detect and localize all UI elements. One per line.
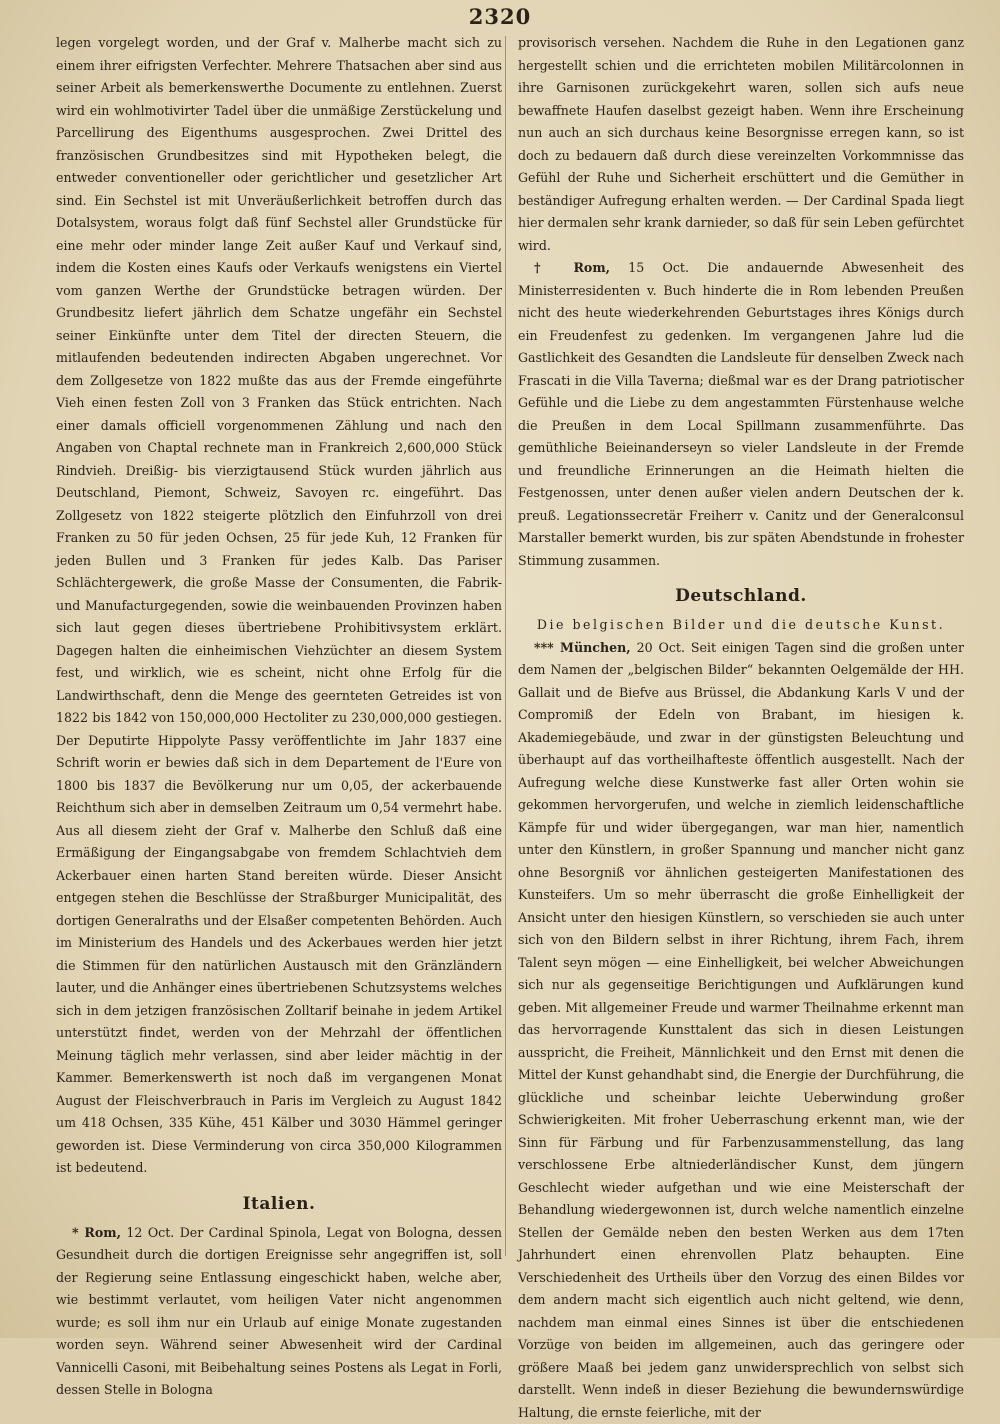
article-rom-12-oct (56, 1222, 502, 1402)
dateline-muenchen: *** München, (534, 640, 631, 655)
right-column (518, 32, 964, 1424)
article-rom-text: 12 Oct. Der Cardinal Spinola, Legat von Bologna, dessen Gesundheit durch die dortigen Ereignisse sehr angegriffen ist, soll der Regierung seine Entlassung eingeschickt haben, welche aber, wie bestimmt verlautet, vom heiligen Vater nicht angenommen wurde; es soll ihm nur ein Urlaub auf einige Monate zugestanden worden seyn. Während seiner Abwesenheit wird der Cardinal Vannicelli Casoni, mit Beibehaltung seines Postens als Legat in Forli, dessen Stelle in Bologna (56, 1225, 502, 1398)
section-heading-italien: Italien. (56, 1192, 502, 1216)
article-muenchen-text: 20 Oct. Seit einigen Tagen sind die großen unter dem Namen der „belgischen Bilder“ bekannten Oelgemälde der HH. Gallait und de Biefve aus Brüssel, die Abdankung Karls V und der Compromiß der Edeln von Brabant, im hiesigen k. Akademiegebäude, und zwar in der günstigsten Beleuchtung und überhaupt auf das vortheilhafteste öffentlich ausgestellt. Nach der Aufregung welche diese Kunstwerke fast aller Orten wohin sie gekommen hervorgerufen, und welche in ziemlich leidenschaftliche Kämpfe für und wider übergegangen, war man hier, namentlich unter den Künstlern, in großer Spannung und mancher nicht ganz ohne Besorgniß vor ähnlichen gesteigerten Manifestationen des Kunsteifers. Um so mehr überrascht die große Einhelligkeit der Ansicht unter den hiesigen Künstlern, so verschieden sie auch unter sich von den Bildern selbst in ihrer Richtung, ihrem Fach, ihrem Talent seyn mögen — eine Einhelligkeit, bei welcher Abweichungen sich nur als gegenseitige Berichtigungen und Aufklärungen kund geben. Mit allgemeiner Freude und warmer Theilnahme erkennt man das hervorragende Kunsttalent das sich in diesen Leistungen ausspricht, die Freiheit, Männlichkeit und den Ernst mit denen die Mittel der Kunst gehandhabt sind, die Energie der Durchführung, die glückliche und scheinbar leichte Ueberwindung großer Schwierigkeiten. Mit froher Ueberraschung erkennt man, wie der Sinn für Färbung und für Farbenzusammenstellung, das lang verschlossene Erbe altniederländischer Kunst, dem jüngern Geschlecht wieder aufgethan und wie eine Meisterschaft der Behandlung wiedergewonnen ist, durch welche namentlich einzelne Stellen der Gemälde neben den besten Werken aus dem 17ten Jahrhundert einen ehrenvollen Platz behaupten. Eine Verschiedenheit des Urtheils über den Vorzug des einen Bildes vor dem andern macht sich eigentlich auch nicht geltend, wie denn, nachdem man einmal eines Sinnes ist über die entschiedenen Vorzüge von beiden im allgemeinen, auch das geringere oder größere Maaß bei jedem ganz unwidersprechlich von selbst sich darstellt. Wenn indeß in dieser Beziehung die bewundernswürdige Haltung, die ernste feierliche, mit der (518, 640, 964, 1420)
article-rom-continued: provisorisch versehen. Nachdem die Ruhe in den Legationen ganz hergestellt schien und die errichteten mobilen Militärcolonnen in ihre Garnisonen zurückgekehrt waren, sollen sich aufs neue bewaffnete Haufen daselbst gezeigt haben. Wenn ihre Erscheinung nun auch an sich durchaus keine Besorgnisse erregen kann, so ist doch zu bedauern daß durch diese vereinzelten Vorkommnisse das Gefühl der Ruhe und Sicherheit erschüttert und die Gemüther in beständiger Aufregung erhalten werden. — Der Cardinal Spada liegt hier dermalen sehr krank darnieder, so daß für sein Leben gefürchtet wird. (518, 32, 964, 257)
section-heading-deutschland: Deutschland. (518, 584, 964, 608)
article-france-continued: legen vorgelegt worden, und der Graf v. Malherbe macht sich zu einem ihrer eifrigsten Verfechter. Mehrere Thatsachen aber sind aus seiner Arbeit als bemerkenswerthe Documente zu entlehnen. Zuerst wird ein wohlmotivirter Tadel über die unmäßige Zerstückelung und Parcellirung des Eigenthums ausgesprochen. Zwei Drittel des französischen Grundbesitzes sind mit Hypotheken belegt, die entweder conventioneller oder gerichtlicher und gesetzlicher Art sind. Ein Sechstel ist mit Unveräußerlichkeit betroffen durch das Dotalsystem, woraus folgt daß fünf Sechstel aller Grundstücke für eine mehr oder minder lange Zeit außer Kauf und Verkauf sind, indem die Kosten eines Kaufs oder Verkaufs wenigstens ein Viertel vom ganzen Werthe der Grundstücke betragen würden. Der Grundbesitz liefert jährlich dem Schatze ungefähr ein Sechstel seiner Einkünfte unter dem Titel der directen Steuern, die mitlaufenden bedeutenden indirecten Abgaben ungerechnet. Vor dem Zollgesetze von 1822 mußte das aus der Fremde eingeführte Vieh einen festen Zoll von 3 Franken das Stück entrichten. Nach einer damals officiell vorgenommenen Zählung und nach den Angaben von Chaptal rechnete man in Frankreich 2,600,000 Stück Rindvieh. Dreißig- bis vierzigtausend Stück wurden jährlich aus Deutschland, Piemont, Schweiz, Savoyen rc. eingeführt. Das Zollgesetz von 1822 steigerte plötzlich den Einfuhrzoll von drei Franken zu 50 für jeden Ochsen, 25 für jede Kuh, 12 Franken für jeden Bullen und 3 Franken für jedes Kalb. Das Pariser Schlächtergewerk, die große Masse der Consumenten, die Fabrik- und Manufacturgegenden, sowie die weinbauenden Provinzen haben sich laut gegen dieses übertriebene Prohibitivsystem erklärt. Dagegen halten die einheimischen Viehzüchter an diesem System fest, und wirklich, wie es scheint, nicht ohne Erfolg für die Landwirthschaft, denn die Menge des geernteten Getreides ist von 1822 bis 1842 von 150,000,000 Hectoliter zu 230,000,000 gestiegen. Der Deputirte Hippolyte Passy veröffentlichte im Jahr 1837 eine Schrift worin er bewies daß sich in dem Departement de l'Eure von 1800 bis 1837 die Bevölkerung nur um 0,05, der ackerbauende Reichthum sich aber in demselben Zeitraum um 0,54 vermehrt habe. Aus all diesem zieht der Graf v. Malherbe den Schluß daß eine Ermäßigung der Eingangsabgabe von fremdem Schlachtvieh dem Ackerbauer einen harten Stand bereiten würde. Dieser Ansicht entgegen stehen die Beschlüsse der Straßburger Municipalität, des dortigen Generalraths und der Elsaßer competenten Behörden. Auch im Ministerium des Handels und des Ackerbaues werden hier jetzt die Stimmen für den natürlichen Austausch mit den Gränzländern lauter, und die Anhänger eines übertriebenen Schutzsystems welches sich in dem jetzigen französischen Zolltarif beinahe in jedem Artikel unterstützt findet, werden von der Mehrzahl der öffentlichen Meinung täglich mehr verlassen, sind aber leider mächtig in der Kammer. Bemerkenswerth ist noch daß im vergangenen Monat August der Fleischverbrauch in Paris im Vergleich zu August 1842 um 418 Ochsen, 335 Kühe, 451 Kälber und 3030 Hämmel geringer geworden ist. Diese Verminderung von circa 350,000 Kilogrammen ist bedeutend. (56, 32, 502, 1180)
dateline-rom: * Rom, (72, 1225, 121, 1240)
article-rom-2-text: 15 Oct. Die andauernde Abwesenheit des Ministerresidenten v. Buch hinderte die in Rom lebenden Preußen nicht des heute wiederkehrenden Geburtstages ihres Königs durch ein Freudenfest zu gedenken. Im vergangenen Jahre lud die Gastlichkeit des Gesandten die Landsleute für denselben Zweck nach Frascati in die Villa Taverna; dießmal war es der Drang patriotischer Gefühle und die Liebe zu dem angestammten Fürstenhause welche die Preußen in dem Local Spillmann zusammenführte. Das gemüthliche Beieinanderseyn so vieler Landsleute in der Fremde und freundliche Erinnerungen an die Heimath hielten die Festgenossen, unter denen außer vielen andern Deutschen der k. preuß. Legationssecretär Freiherr v. Canitz und der Generalconsul Marstaller bemerkt wurden, bis zur späten Abendstunde in frohester Stimmung zusammen. (518, 260, 964, 568)
dateline-rom-2: † Rom, (534, 260, 610, 275)
article-muenchen (518, 637, 964, 1424)
article-subheading: Die belgischen Bilder und die deutsche Kunst. (518, 614, 964, 637)
article-rom-15-oct (518, 257, 964, 572)
left-column (56, 32, 502, 1402)
page-number: 2320 (0, 4, 1000, 29)
column-divider (505, 36, 506, 1256)
